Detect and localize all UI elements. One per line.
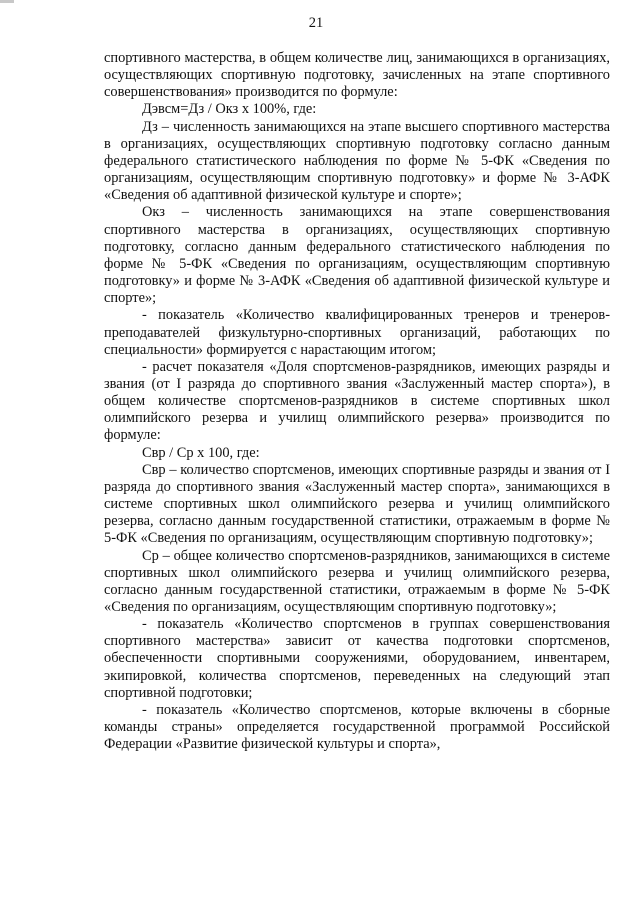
formula-devsm: Дэвсм=Дз / Окз х 100%, где:: [142, 101, 317, 118]
scan-mark: [0, 0, 14, 3]
indicator-share-ranked-athletes: - расчет показателя «Доля спортсменов-разрядников, имеющих разряды и звания (от I разряда до спортивного звания «Заслуженный мастер спорта»), в общем количестве спортсменов-разрядников в системе спортивных школ олимпийского резерва и училищ олимпийского резерва» производится по формуле:: [104, 358, 610, 444]
indicator-national-teams: - показатель «Количество спортсменов, которые включены в сборные команды страны» определяется государственной программой Российской Федерации «Развитие физической культуры и спорта»,: [104, 701, 610, 753]
paragraph-continuation: спортивного мастерства, в общем количестве лиц, занимающихся в организациях, осуществляющих спортивную подготовку, зачисленных на этапе спортивного совершенствования» производится по формуле:: [104, 50, 610, 101]
indicator-athletes-in-groups: - показатель «Количество спортсменов в группах совершенствования спортивного мастерства» зависит от качества подготовки спортсменов, обеспеченности спортивными сооружениями, оборудованием, инвентарем, экипировкой, количества спортсменов, переведенных на следующий этап спортивной подготовки;: [104, 616, 610, 701]
formula-svr: Свр / Ср х 100, где:: [142, 444, 260, 461]
page-number: 21: [308, 15, 324, 31]
indicator-qualified-trainers: - показатель «Количество квалифицированных тренеров и тренеров-преподавателей физкультурно-спортивных организаций, работающих по специальности» формируется с нарастающим итогом;: [104, 307, 610, 358]
definition-dz: Дз – численность занимающихся на этапе высшего спортивного мастерства в организациях, осуществляющих спортивную подготовку согласно данным федерального статистического наблюдения по форме № 5-ФК «Сведения по организациям, осуществляющим спортивную подготовку» и форме № 3-АФК «Сведения об адаптивной физической культуре и спорте»;: [104, 118, 610, 204]
document-body: [104, 50, 610, 753]
definition-sr: Ср – общее количество спортсменов-разрядников, занимающихся в системе спортивных школ олимпийского резерва и училищ олимпийского резерва, согласно данным государственной статистики, отражаемым в форме № 5-ФК «Сведения по организациям, осуществляющим спортивную подготовку»;: [104, 547, 610, 615]
definition-svr: Свр – количество спортсменов, имеющих спортивные разряды и звания от I разряда до спортивного звания «Заслуженный мастер спорта», занимающихся в системе спортивных школ олимпийского резерва и училищ олимпийского резерва, согласно данным государственной статистики, отражаемым в форме № 5-ФК «Сведения по организациям, осуществляющим спортивную подготовку»;: [104, 461, 610, 547]
definition-okz: Окз – численность занимающихся на этапе совершенствования спортивного мастерства в организациях, осуществляющих спортивную подготовку, согласно данным федерального статистического наблюдения по форме № 5-ФК «Сведения по организациям, осуществляющим спортивную подготовку» и форме № 3-АФК «Сведения об адаптивной физической культуре и спорте»;: [104, 204, 610, 307]
